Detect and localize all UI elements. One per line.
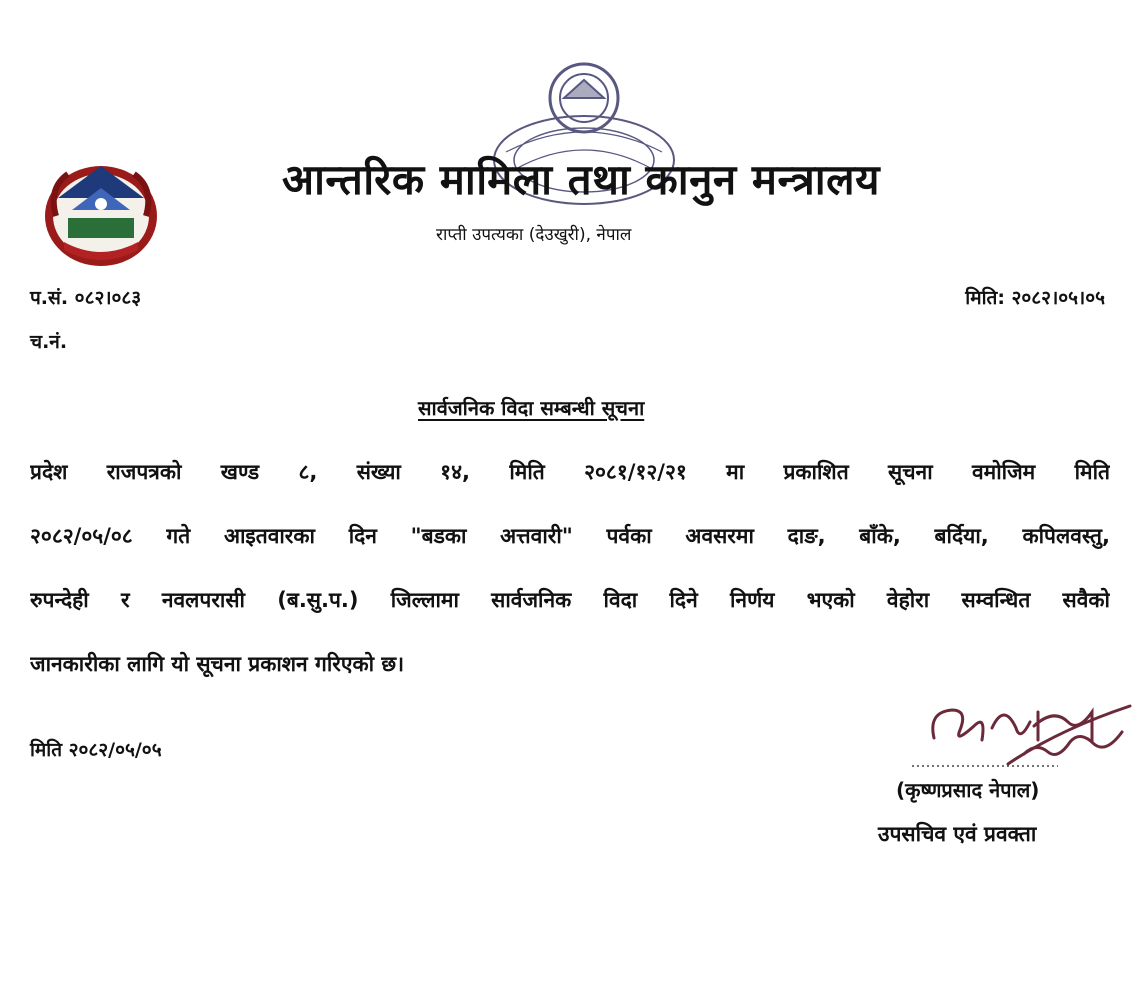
notice-heading: सार्वजनिक विदा सम्बन्धी सूचना bbox=[418, 396, 645, 420]
footer-date: मिति २०८२/०५/०५ bbox=[30, 739, 162, 761]
ministry-title: आन्तरिक मामिला तथा कानुन मन्त्रालय bbox=[281, 155, 881, 204]
handwritten-signature-icon bbox=[908, 682, 1140, 770]
nepal-government-emblem-icon bbox=[38, 158, 164, 270]
ministry-address: राप्ती उपत्यका (देउखुरी), नेपाल bbox=[436, 225, 632, 245]
signatory-name: (कृष्णप्रसाद नेपाल) bbox=[896, 778, 1040, 802]
dispatch-number: च.नं. bbox=[30, 331, 68, 353]
letter-date: मिति: २०८२।०५।०५ bbox=[965, 287, 1105, 309]
notice-body-line: रुपन्देही र नवलपरासी (ब.सु.प.) जिल्लामा सार्वजनिक विदा दिने निर्णय भएको वेहोरा सम्वन्धित सवैको bbox=[30, 588, 1110, 612]
notice-body-line: २०८२/०५/०८ गते आइतवारका दिन "बडका अत्तवारी" पर्वका अवसरमा दाङ, बाँके, बर्दिया, कपिलवस्तु, bbox=[30, 524, 1110, 548]
notice-body-line: जानकारीका लागि यो सूचना प्रकाशन गरिएको छ। bbox=[30, 652, 405, 676]
signatory-title: उपसचिव एवं प्रवक्ता bbox=[878, 822, 1037, 846]
notice-body-line: प्रदेश राजपत्रको खण्ड ८, संख्या १४, मिति २०८१/१२/२१ मा प्रकाशित सूचना वमोजिम मिति bbox=[30, 460, 1110, 484]
letter-reference-number: प.सं. ०८२।०८३ bbox=[30, 287, 142, 309]
